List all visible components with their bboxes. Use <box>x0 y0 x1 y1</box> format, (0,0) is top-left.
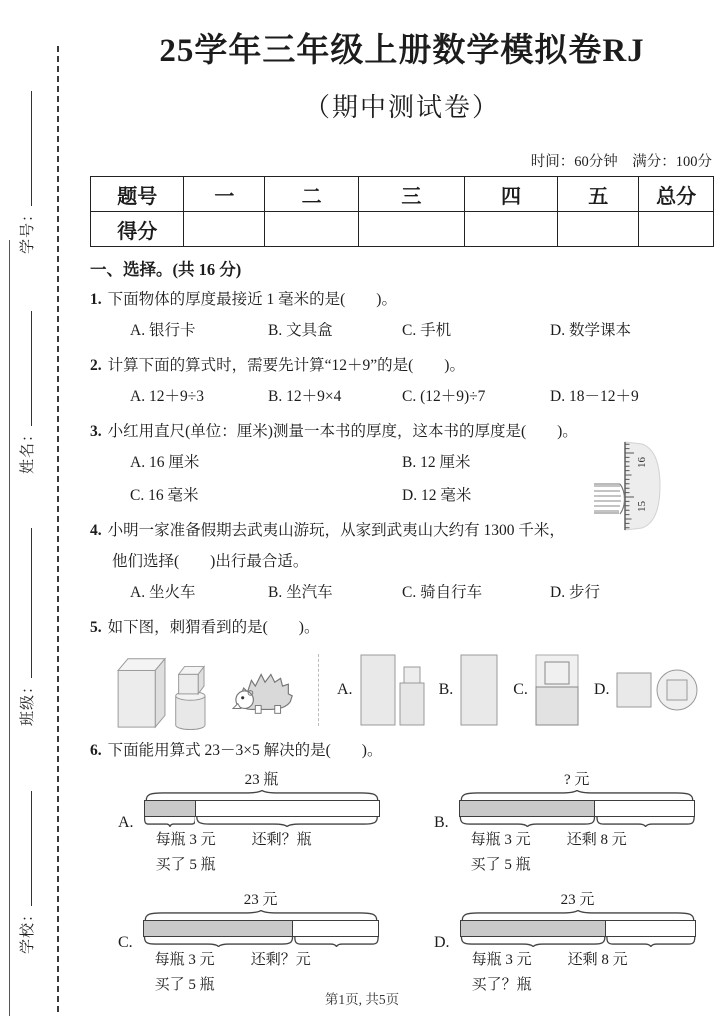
underbrace-icon <box>143 937 294 947</box>
ruler-icon <box>592 440 688 532</box>
bar-top-label: 23 元 <box>243 892 278 908</box>
overbrace-icon <box>144 790 380 800</box>
score-header-row <box>91 177 714 212</box>
option-item: C. 手机 <box>402 322 452 339</box>
question-number: 2. <box>90 357 102 374</box>
underbrace-icon <box>460 937 606 947</box>
score-col-1: 一 <box>184 177 265 212</box>
question-5 <box>90 612 714 731</box>
option-label: B. <box>434 814 449 831</box>
question-text: 6. 下面能用算式 23－3×5 解决的是( )。 <box>90 742 383 759</box>
class-label: 班级： <box>20 677 36 726</box>
shape-option-d <box>594 666 702 714</box>
exam-meta: 时间：60分钟 满分：100分 <box>530 154 712 170</box>
score-value-row <box>91 212 714 247</box>
sidebar-field-class <box>16 528 37 726</box>
question-text: 4. 小明一家准备假期去武夷山游玩，从家到武夷山大约有 1300 千米， <box>90 522 565 539</box>
bar-bottom-label: 买了 5 瓶 <box>155 857 216 873</box>
question-3 <box>90 416 714 511</box>
score-cell <box>184 212 265 247</box>
underbrace-icon <box>459 817 596 827</box>
score-col-2: 二 <box>265 177 358 212</box>
quantity-bar <box>459 800 695 817</box>
bar-left-label: 每瓶 3 元 <box>471 952 532 968</box>
option-item: C. 骑自行车 <box>402 584 483 601</box>
ruler-number-15: 15 <box>636 501 648 512</box>
option-label: A. <box>118 814 134 831</box>
bar-bottom-label: 买了 5 瓶 <box>470 857 531 873</box>
name-label: 姓名： <box>20 425 36 474</box>
overbrace-icon <box>143 910 379 920</box>
bar-top-label: 23 元 <box>560 892 595 908</box>
page-title: 25学年三年级上册数学模拟卷RJ <box>159 33 645 69</box>
question-text: 3. 小红用直尺(单位：厘米)测量一本书的厚度，这本书的厚度是( )。 <box>90 423 578 440</box>
bar-bottom-label: 买了 5 瓶 <box>154 977 215 993</box>
question-text: 2. 计算下面的算式时，需要先计算“12＋9”的是( )。 <box>90 357 465 374</box>
bar-left-label: 每瓶 3 元 <box>155 832 216 848</box>
school-label: 学校： <box>20 905 36 954</box>
question-text-line2: 他们选择( )出行最合适。 <box>112 553 309 570</box>
options-row <box>90 315 714 346</box>
quantity-bar <box>144 800 380 817</box>
ruler-illustration <box>592 440 688 537</box>
shape-d-icon <box>615 666 701 714</box>
bar-diagram-c <box>118 890 392 998</box>
bar-left-label: 每瓶 3 元 <box>154 952 215 968</box>
score-cell <box>639 212 714 247</box>
bar-diagram-b <box>434 770 708 878</box>
bar-shaded-segment <box>144 921 294 936</box>
option-item: A. 坐火车 <box>130 584 196 601</box>
question-6 <box>90 735 714 998</box>
option-item: D. 12 毫米 <box>402 487 472 504</box>
bar-diagram-a <box>118 770 392 878</box>
student-id-label: 学号： <box>20 205 36 254</box>
option-item: B. 坐汽车 <box>268 584 333 601</box>
question-number: 3. <box>90 423 102 440</box>
question-2 <box>90 350 714 412</box>
quantity-bar <box>460 920 696 937</box>
score-col-5: 五 <box>558 177 639 212</box>
bar-shaded-segment <box>460 801 596 816</box>
underbrace-icon <box>596 817 695 827</box>
option-item: C. (12＋9)÷7 <box>402 388 486 405</box>
page-border-line <box>9 240 10 1016</box>
score-col-4: 四 <box>464 177 557 212</box>
bar-shaded-segment <box>461 921 606 936</box>
option-item: B. 12 厘米 <box>402 454 471 471</box>
score-cell <box>265 212 358 247</box>
question-number: 4. <box>90 522 102 539</box>
divider <box>318 654 319 726</box>
score-col-total: 总分 <box>639 177 714 212</box>
shape-c-icon <box>534 653 580 727</box>
question-number: 1. <box>90 291 102 308</box>
question-6-diagrams <box>90 768 714 998</box>
options-row <box>90 381 714 412</box>
option-label: D. <box>593 681 610 698</box>
shape-option-a <box>337 653 425 727</box>
option-item: D. 18－12＋9 <box>550 388 639 405</box>
score-cell <box>358 212 464 247</box>
section-heading: 一、选择。(共 16 分) <box>90 260 242 279</box>
bar-top-label: 23 瓶 <box>244 772 279 788</box>
student-id-blank <box>19 91 32 206</box>
score-cell <box>464 212 557 247</box>
underbrace-icon <box>294 937 379 947</box>
option-item: B. 12＋9×4 <box>268 388 342 405</box>
underbrace-icon <box>195 817 379 827</box>
option-label: D. <box>434 934 450 951</box>
option-item: C. 16 毫米 <box>130 487 199 504</box>
main-column <box>90 0 714 998</box>
book-icon <box>594 484 625 514</box>
bar-top-label: ? 元 <box>563 772 590 788</box>
dashed-fold-line <box>57 46 59 1012</box>
bar-shaded-segment <box>145 801 196 816</box>
score-cell <box>558 212 639 247</box>
score-row-label: 得分 <box>91 212 184 247</box>
question-number: 5. <box>90 619 102 636</box>
option-item: D. 步行 <box>550 584 600 601</box>
sidebar-field-student-id <box>16 91 37 254</box>
hedgehog-icon <box>232 664 300 716</box>
question-1 <box>90 284 714 346</box>
underbrace-icon <box>144 817 196 827</box>
underbrace-icon <box>606 937 696 947</box>
question-5-figure <box>110 649 714 731</box>
page-subtitle: （期中测试卷） <box>303 93 500 122</box>
bar-diagram-d <box>434 890 708 998</box>
sidebar-field-name <box>16 311 37 474</box>
score-table <box>90 176 714 247</box>
option-item: A. 16 厘米 <box>130 454 200 471</box>
shape-option-c <box>513 653 580 727</box>
boxes-scene-icon <box>110 649 218 731</box>
name-blank <box>19 311 32 426</box>
page-footer: 第1页, 共5页 <box>324 992 400 1007</box>
bar-right-label: 还剩 8 元 <box>566 832 627 848</box>
option-item: A. 银行卡 <box>130 322 196 339</box>
score-table-corner: 题号 <box>91 177 184 212</box>
option-label: B. <box>438 681 454 698</box>
ruler-number-16: 16 <box>636 457 648 468</box>
sidebar-field-school <box>16 791 37 954</box>
bar-right-label: 还剩？元 <box>250 952 311 968</box>
question-text: 1. 下面物体的厚度最接近 1 毫米的是( )。 <box>90 291 397 308</box>
bar-right-label: 还剩？瓶 <box>251 832 312 848</box>
options-row <box>90 577 714 608</box>
school-blank <box>19 791 32 906</box>
shape-option-b <box>439 653 500 727</box>
option-item: B. 文具盒 <box>268 322 333 339</box>
option-label: C. <box>513 681 528 698</box>
option-label: C. <box>118 934 133 951</box>
question-number: 6. <box>90 742 102 759</box>
quantity-bar <box>143 920 379 937</box>
score-col-3: 三 <box>358 177 464 212</box>
bar-bottom-label: 买了？瓶 <box>471 977 532 993</box>
overbrace-icon <box>459 790 695 800</box>
option-label: A. <box>337 681 353 698</box>
overbrace-icon <box>460 910 696 920</box>
class-blank <box>19 528 32 678</box>
bar-left-label: 每瓶 3 元 <box>470 832 531 848</box>
option-item: D. 数学课本 <box>550 322 631 339</box>
shape-b-icon <box>459 653 499 727</box>
bar-right-label: 还剩 8 元 <box>567 952 628 968</box>
option-item: A. 12＋9÷3 <box>130 388 204 405</box>
shape-a-icon <box>359 653 425 727</box>
question-text: 5. 如下图，刺猬看到的是( )。 <box>90 619 320 636</box>
